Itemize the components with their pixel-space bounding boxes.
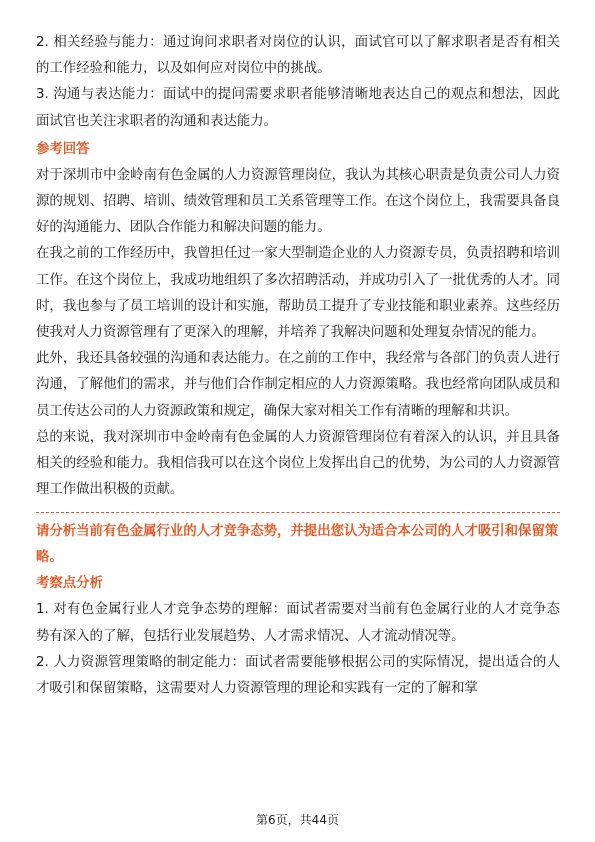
question-title: 请分析当前有色金属行业的人才竞争态势，并提出您认为适合本公司的人才吸引和保留策略。 <box>36 524 559 566</box>
answer-paragraph-1: 对于深圳市中金岭南有色金属的人力资源管理岗位，我认为其核心职责是负责公司人力资源的规划、招聘、培训、绩效管理和员工关系管理等工作。在这个岗位上，我需要具备良好的沟通能力、团队合作能力和解决问题的能力。 <box>36 167 560 236</box>
intro-item-3: 3. 沟通与表达能力：面试中的提问需要求职者能够清晰地表达自己的观点和想法，因此面试官也关注求职者的沟通和表达能力。 <box>36 87 560 129</box>
answer-heading: 参考回答 <box>36 141 90 157</box>
section-divider <box>36 512 560 513</box>
page-number: 第6页，共44页 <box>256 813 339 827</box>
analysis-item-1: 1. 对有色金属行业人才竞争态势的理解：面试者需要对当前有色金属行业的人才竞争态势有深入的了解，包括行业发展趋势、人才需求情况、人才流动情况等。 <box>36 602 560 644</box>
answer-paragraph-3: 此外，我还具备较强的沟通和表达能力。在之前的工作中，我经常与各部门的负责人进行沟通，了解他们的需求，并与他们合作制定相应的人力资源策略。我也经常向团队成员和员工传达公司的人力资源政策和规定，确保大家对相关工作有清晰的理解和共识。 <box>36 351 560 419</box>
intro-item-2: 2. 相关经验与能力：通过询问求职者对岗位的认识，面试官可以了解求职者是否有相关的工作经验和能力，以及如何应对岗位中的挑战。 <box>36 35 560 77</box>
answer-paragraph-2: 在我之前的工作经历中，我曾担任过一家大型制造企业的人力资源专员，负责招聘和培训工作。在这个岗位上，我成功地组织了多次招聘活动，并成功引入了一批优秀的人才。同时，我也参与了员工培训的设计和实施，帮助员工提升了专业技能和职业素养。这些经历使我对人力资源管理有了更深入的理解，并培养了我解决问题和处理复杂情况的能力。 <box>36 246 560 341</box>
analysis-heading: 考察点分析 <box>36 576 103 592</box>
document-page <box>36 30 560 702</box>
analysis-item-2: 2. 人力资源管理策略的制定能力：面试者需要能够根据公司的实际情况，提出适合的人才吸引和保留策略，这需要对人力资源管理的理论和实践有一定的了解和掌 <box>36 654 560 697</box>
answer-paragraph-4: 总的来说，我对深圳市中金岭南有色金属的人力资源管理岗位有着深入的认识，并且具备相关的经验和能力。我相信我可以在这个岗位上发挥出自己的优势，为公司的人力资源管理工作做出积极的贡献。 <box>36 429 560 498</box>
